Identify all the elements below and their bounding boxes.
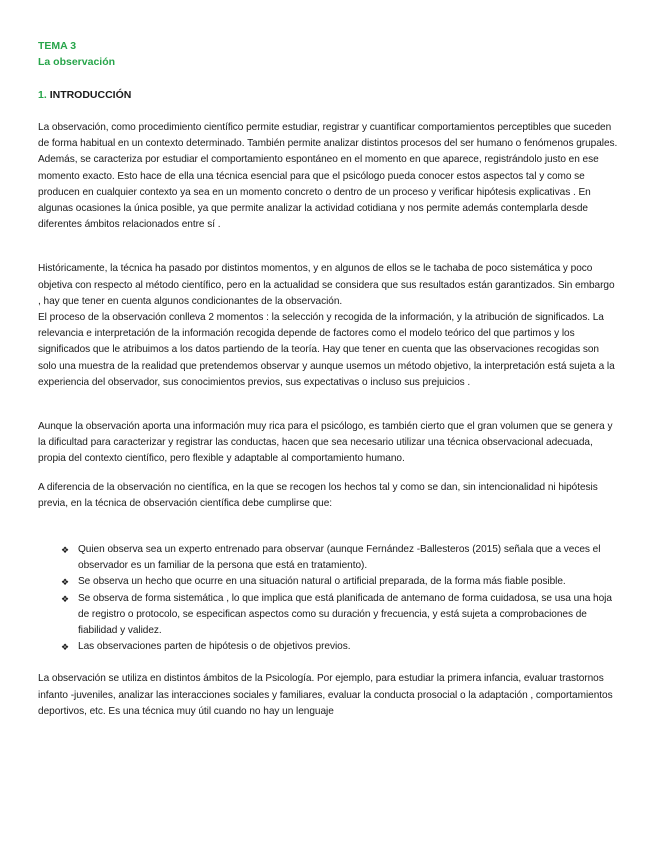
list-item: [61, 542, 619, 574]
topic-number: TEMA 3: [38, 40, 77, 52]
paragraph-difference: A diferencia de la observación no científica, en la que se recogen los hechos tal y como se dan, sin intencionalidad ni hipótesis previa, en la técnica de observación científica debe cumplirse que:: [38, 481, 598, 509]
list-item-text: Las observaciones parten de hipótesis o de objetivos previos.: [78, 641, 351, 653]
diamond-bullet-icon: ❖: [61, 577, 70, 588]
section-heading: [38, 87, 619, 103]
diamond-bullet-icon: ❖: [61, 642, 70, 653]
paragraph-intro: La observación, como procedimiento científico permite estudiar, registrar y cuantificar comportamientos perceptibles que suceden de forma habitual en un contexto determinado. También permite analizar distintos procesos del ser humano o fenómenos grupales. Además, se caracteriza por estudiar el comportamiento espontáneo en el momento en que aparece, registrándolo justo en ese momento exacto. Esto hace de ella una técnica esencial para que el psicólogo pueda conocer estos aspectos tal y como se producen en cualquier contexto ya sea en un momento concreto o dentro de un proceso y verificar hipótesis explicativas . En algunas ocasiones la única posible, ya que permite analizar la actividad cotidiana y nos permite además contemplarla desde diferentes ámbitos relacionados entre sí .: [38, 122, 618, 231]
list-item: [61, 639, 619, 655]
diamond-bullet-icon: ❖: [61, 545, 70, 556]
paragraph-applications: La observación se utiliza en distintos ámbitos de la Psicología. Por ejemplo, para estudiar la primera infancia, evaluar trastornos infanto -juveniles, analizar las interacciones sociales y familiares, evaluar la conducta prosocial o la adaptación , comportamientos deportivos, etc. Es una técnica muy útil cuando no hay un lenguaje: [38, 673, 613, 717]
list-item: [61, 574, 619, 590]
list-item-text: Quien observa sea un experto entrenado para observar (aunque Fernández -Ballesteros (2015) señala que a veces el observador es un familiar de la persona que está en tratamiento).: [78, 544, 601, 572]
paragraph-volume: Aunque la observación aporta una información muy rica para el psicólogo, es también cierto que el gran volumen que se genera y la dificultad para caracterizar y registrar las conductas, hacen que sea necesario utilizar una técnica observacional adecuada, propia del contexto científico, pero flexible y adaptable al comportamiento humano.: [38, 421, 613, 465]
paragraph-process: El proceso de la observación conlleva 2 momentos : la selección y recogida de la información, y la atribución de significados. La relevancia e interpretación de la información recogida depende de factores como el modelo teórico del que partimos y los significados que le atribuimos a los datos partiendo de la teoría. Hay que tener en cuenta que las observaciones recogidas son solo una muestra de la realidad que pretendemos observar y aunque usemos un método objetivo, la interpretación está sujeta a la experiencia del observador, sus conocimientos previos, sus expectativas o incluso sus prejuicios .: [38, 312, 615, 388]
list-item-text: Se observa un hecho que ocurre en una situación natural o artificial preparada, de la forma más fiable posible.: [78, 576, 566, 588]
topic-title: La observación: [38, 56, 116, 68]
section-title: INTRODUCCIÓN: [49, 89, 132, 101]
list-item: [61, 591, 619, 640]
diamond-bullet-icon: ❖: [61, 593, 70, 604]
section-number: 1.: [38, 89, 47, 101]
requirements-list: [38, 542, 619, 655]
list-item-text: Se observa de forma sistemática , lo que implica que está planificada de antemano de forma cuidadosa, se usa una hoja de registro o protocolo, se especifican aspectos como su duración y frecuencia, y está sujeta a comprobaciones de fiabilidad y validez.: [78, 592, 612, 637]
paragraph-history: Históricamente, la técnica ha pasado por distintos momentos, y en algunos de ellos se le tachaba de poco sistemática y poco objetiva con respecto al método científico, pero en la actualidad se considera que sus resultados están garantizados. Sin embargo , hay que tener en cuenta algunos condicionantes de la observación.: [38, 263, 615, 307]
